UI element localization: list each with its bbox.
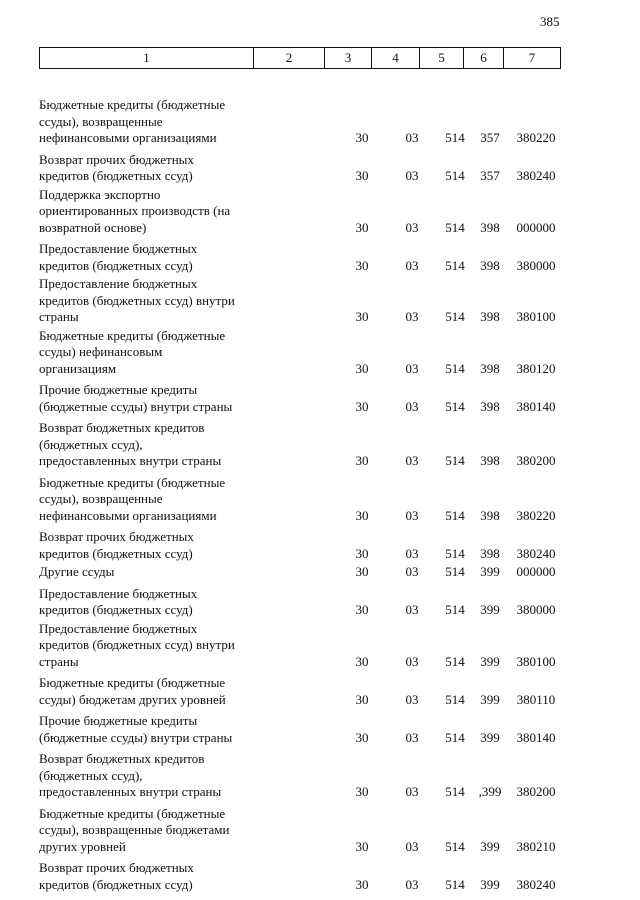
code-cell-c4: 514 <box>445 219 465 235</box>
column-header-3: 3 <box>325 48 372 68</box>
code-cell-c6: 380000 <box>516 257 556 273</box>
table-row <box>0 152 640 185</box>
row-codes <box>0 877 640 894</box>
code-cell-c5: 398 <box>480 545 500 561</box>
table-row <box>0 713 640 746</box>
code-cell-c5: ,399 <box>478 784 502 799</box>
code-cell-c2: 30 <box>355 564 369 579</box>
code-cell-c6: 380200 <box>516 453 556 468</box>
code-cell-c5: 357 <box>480 168 500 183</box>
code-cell-c5: 398 <box>480 453 500 468</box>
row-codes <box>0 692 640 709</box>
code-cell-c5: 398 <box>480 360 500 376</box>
code-cell-c2: 30 <box>355 545 369 561</box>
code-cell-c2: 30 <box>355 602 369 617</box>
code-cell-c5: 398 <box>480 309 500 324</box>
row-description: Предоставление бюджетных кредитов (бюджетных ссуд) внутри страны <box>39 276 235 324</box>
row-codes <box>0 168 640 185</box>
code-cell-c6: 000000 <box>516 219 556 235</box>
code-cell-c5: 399 <box>480 838 500 854</box>
row-description: Предоставление бюджетных кредитов (бюджетных ссуд) внутри страны <box>39 620 235 669</box>
code-cell-c4: 514 <box>445 130 465 145</box>
code-cell-c3: 03 <box>405 653 419 669</box>
table-row <box>0 187 640 237</box>
code-cell-c2: 30 <box>355 257 369 273</box>
row-description: Другие ссуды <box>39 564 115 579</box>
row-description: Бюджетные кредиты (бюджетные ссуды), возвращенные бюджетами других уровней <box>39 805 230 854</box>
code-cell-c5: 399 <box>480 876 500 892</box>
code-cell-c2: 30 <box>355 309 369 324</box>
code-cell-c2: 30 <box>355 876 369 892</box>
code-cell-c6: 380220 <box>516 507 556 523</box>
code-cell-c2: 30 <box>355 729 369 745</box>
code-cell-c4: 514 <box>445 309 465 324</box>
row-description: Предоставление бюджетных кредитов (бюджетных ссуд) <box>39 585 198 617</box>
code-cell-c3: 03 <box>405 130 419 145</box>
table-row <box>0 241 640 274</box>
code-cell-c5: 399 <box>480 653 500 669</box>
row-codes <box>0 730 640 747</box>
row-description: Возврат прочих бюджетных кредитов (бюджетных ссуд) <box>39 529 194 561</box>
code-cell-c5: 399 <box>480 729 500 745</box>
table-row <box>0 529 640 562</box>
row-description: Предоставление бюджетных кредитов (бюджетных ссуд) <box>39 241 198 273</box>
row-codes <box>0 453 640 470</box>
code-cell-c3: 03 <box>405 784 419 799</box>
row-codes <box>0 399 640 416</box>
row-description: Бюджетные кредиты (бюджетные ссуды) нефинансовым организациям <box>39 327 226 376</box>
row-codes <box>0 654 640 671</box>
code-cell-c3: 03 <box>405 545 419 561</box>
table-row <box>0 276 640 326</box>
code-cell-c3: 03 <box>405 507 419 523</box>
table-row <box>0 621 640 671</box>
code-cell-c3: 03 <box>405 838 419 854</box>
row-description: Бюджетные кредиты (бюджетные ссуды) бюджетам других уровней <box>39 675 226 707</box>
code-cell-c2: 30 <box>355 130 369 145</box>
code-cell-c3: 03 <box>405 602 419 617</box>
row-codes <box>0 220 640 237</box>
code-cell-c3: 03 <box>405 219 419 235</box>
row-description: Прочие бюджетные кредиты (бюджетные ссуды) внутри страны <box>39 713 233 745</box>
table-row <box>0 586 640 619</box>
code-cell-c3: 03 <box>405 453 419 468</box>
code-cell-c3: 03 <box>405 564 419 579</box>
table-row <box>0 564 640 581</box>
column-header-6: 6 <box>464 48 504 68</box>
row-codes <box>0 309 640 326</box>
row-codes <box>0 258 640 275</box>
code-cell-c4: 514 <box>445 729 465 745</box>
code-cell-c3: 03 <box>405 729 419 745</box>
row-description: Прочие бюджетные кредиты (бюджетные ссуды) внутри страны <box>39 382 233 414</box>
row-description: Поддержка экспортно ориентированных производств (на возвратной основе) <box>39 186 231 235</box>
code-cell-c4: 514 <box>445 453 465 468</box>
code-cell-c2: 30 <box>355 360 369 376</box>
code-cell-c6: 380140 <box>516 398 556 414</box>
code-cell-c2: 30 <box>355 453 369 468</box>
code-cell-c2: 30 <box>355 784 369 799</box>
code-cell-c6: 380120 <box>516 360 556 376</box>
row-codes <box>0 602 640 619</box>
code-cell-c2: 30 <box>355 398 369 414</box>
row-description: Возврат прочих бюджетных кредитов (бюджетных ссуд) <box>39 860 194 892</box>
table-row <box>0 475 640 525</box>
row-codes <box>0 508 640 525</box>
table-row <box>0 860 640 893</box>
row-description: Бюджетные кредиты (бюджетные ссуды), возвращенные нефинансовыми организациями <box>39 97 226 145</box>
row-codes <box>0 130 640 147</box>
page-number: 385 <box>540 14 560 29</box>
code-cell-c6: 380000 <box>516 602 556 617</box>
code-cell-c6: 380140 <box>516 729 556 745</box>
row-description: Возврат бюджетных кредитов (бюджетных ссуд), предоставленных внутри страны <box>39 751 222 799</box>
table-row <box>0 420 640 470</box>
column-header-1: 1 <box>40 48 254 68</box>
code-cell-c4: 514 <box>445 602 465 617</box>
code-cell-c5: 398 <box>480 219 500 235</box>
table-row <box>0 328 640 378</box>
table-row <box>0 675 640 708</box>
code-cell-c5: 398 <box>480 398 500 414</box>
code-cell-c6: 000000 <box>516 564 556 579</box>
table-row <box>0 382 640 415</box>
row-codes <box>0 546 640 563</box>
code-cell-c5: 399 <box>480 691 500 707</box>
code-cell-c2: 30 <box>355 219 369 235</box>
code-cell-c4: 514 <box>445 838 465 854</box>
table-row <box>0 806 640 856</box>
code-cell-c4: 514 <box>445 784 465 799</box>
row-codes <box>0 361 640 378</box>
column-header-2: 2 <box>254 48 325 68</box>
code-cell-c4: 514 <box>445 564 465 579</box>
code-cell-c3: 03 <box>405 168 419 183</box>
code-cell-c4: 514 <box>445 257 465 273</box>
code-cell-c3: 03 <box>405 398 419 414</box>
code-cell-c4: 514 <box>445 360 465 376</box>
code-cell-c6: 380210 <box>516 838 556 854</box>
code-cell-c4: 514 <box>445 398 465 414</box>
code-cell-c2: 30 <box>355 168 369 183</box>
code-cell-c6: 380240 <box>516 168 556 183</box>
row-codes <box>0 839 640 856</box>
code-cell-c4: 514 <box>445 545 465 561</box>
row-description: Возврат бюджетных кредитов (бюджетных ссуд), предоставленных внутри страны <box>39 420 222 468</box>
code-cell-c5: 399 <box>480 564 500 579</box>
code-cell-c4: 514 <box>445 691 465 707</box>
code-cell-c3: 03 <box>405 360 419 376</box>
code-cell-c5: 357 <box>480 130 500 145</box>
code-cell-c4: 514 <box>445 507 465 523</box>
table-row <box>0 751 640 801</box>
code-cell-c6: 380220 <box>516 130 556 145</box>
column-header-4: 4 <box>372 48 420 68</box>
code-cell-c2: 30 <box>355 507 369 523</box>
code-cell-c5: 398 <box>480 507 500 523</box>
code-cell-c3: 03 <box>405 309 419 324</box>
code-cell-c5: 398 <box>480 257 500 273</box>
code-cell-c4: 514 <box>445 168 465 183</box>
code-cell-c2: 30 <box>355 653 369 669</box>
code-cell-c6: 380100 <box>516 653 556 669</box>
code-cell-c2: 30 <box>355 838 369 854</box>
code-cell-c6: 380100 <box>516 309 556 324</box>
row-codes <box>0 784 640 801</box>
row-description: Возврат прочих бюджетных кредитов (бюджетных ссуд) <box>39 151 194 183</box>
code-cell-c3: 03 <box>405 257 419 273</box>
column-header-5: 5 <box>420 48 464 68</box>
code-cell-c5: 399 <box>480 602 500 617</box>
table-row <box>0 97 640 147</box>
column-header-7: 7 <box>528 50 536 65</box>
code-cell-c3: 03 <box>405 876 419 892</box>
code-cell-c6: 380200 <box>516 784 556 799</box>
row-description: Бюджетные кредиты (бюджетные ссуды), возвращенные нефинансовыми организациями <box>39 474 226 523</box>
code-cell-c6: 380240 <box>516 545 556 561</box>
code-cell-c4: 514 <box>445 876 465 892</box>
code-cell-c3: 03 <box>405 691 419 707</box>
code-cell-c6: 380110 <box>516 691 556 707</box>
code-cell-c6: 380240 <box>516 876 556 892</box>
code-cell-c4: 514 <box>445 653 465 669</box>
code-cell-c2: 30 <box>355 691 369 707</box>
row-codes <box>0 564 640 581</box>
